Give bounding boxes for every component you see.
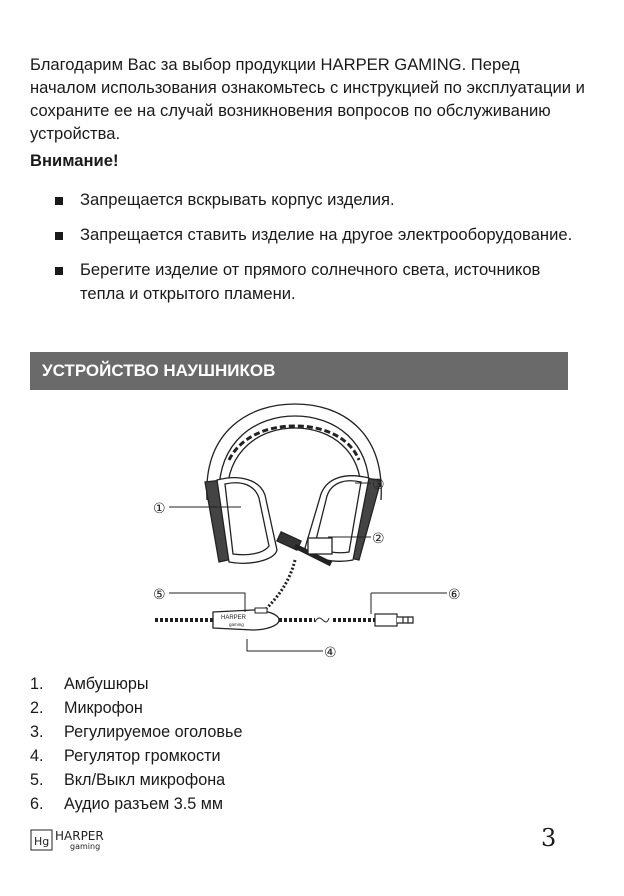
- square-bullet-icon: [55, 267, 63, 275]
- callout-2: ②: [372, 531, 385, 547]
- logo-brand: HARPER: [55, 829, 104, 843]
- part-number: 1.: [30, 675, 44, 693]
- remote-sub-label: gaming: [229, 622, 244, 627]
- part-number: 3.: [30, 723, 44, 741]
- warning-item-text: Запрещается ставить изделие на другое электрооборудование.: [80, 225, 573, 244]
- callout-6: ⑥: [448, 587, 461, 603]
- parts-list-item: [30, 672, 242, 696]
- part-number: 4.: [30, 747, 44, 765]
- callout-4: ④: [324, 645, 337, 661]
- parts-list-item: [30, 792, 242, 816]
- warning-item-text: Запрещается вскрывать корпус изделия.: [80, 190, 395, 209]
- parts-list-item: [30, 768, 242, 792]
- headset-diagram: [145, 400, 475, 665]
- section-header: УСТРОЙСТВО НАУШНИКОВ: [30, 352, 568, 390]
- part-label: Амбушюры: [64, 675, 149, 693]
- square-bullet-icon: [55, 232, 63, 240]
- remote-brand-label: HARPER: [221, 615, 247, 621]
- part-number: 5.: [30, 771, 44, 789]
- warning-item: [55, 223, 585, 247]
- square-bullet-icon: [55, 197, 63, 205]
- warning-item: [55, 258, 585, 306]
- logo-sub: gaming: [70, 842, 101, 851]
- audio-plug-illustration: [375, 614, 413, 626]
- inline-remote-illustration: [213, 608, 279, 630]
- intro-paragraph: Благодарим Вас за выбор продукции HARPER GAMING. Перед началом использования ознакомьтесь с инструкцией по эксплуатации и сохраните ее на случай возникновения вопросов по обслуживанию устройства.: [30, 55, 585, 143]
- part-number: 2.: [30, 699, 44, 717]
- callout-1: ①: [153, 501, 166, 517]
- part-label: Регулятор громкости: [64, 747, 221, 765]
- warning-list: [55, 188, 585, 317]
- warning-item: [55, 188, 585, 212]
- parts-list-item: [30, 720, 242, 744]
- left-earcup-illustration: [205, 478, 277, 564]
- part-label: Микрофон: [64, 699, 143, 717]
- harper-gaming-logo: [30, 827, 130, 853]
- parts-list-item: [30, 744, 242, 768]
- logo-mark: Hg: [34, 835, 50, 848]
- warning-item-text: Берегите изделие от прямого солнечного света, источников тепла и открытого пламени.: [80, 260, 541, 303]
- part-label: Аудио разъем 3.5 мм: [64, 795, 224, 813]
- callout-5: ⑤: [153, 587, 166, 603]
- part-label: Вкл/Выкл микрофона: [64, 771, 226, 789]
- parts-list-item: [30, 696, 242, 720]
- part-number: 6.: [30, 795, 44, 813]
- parts-list: [30, 672, 242, 816]
- part-label: Регулируемое оголовье: [64, 723, 243, 741]
- callout-3: ③: [372, 477, 385, 493]
- page-number: 3: [541, 824, 557, 852]
- warning-title: Внимание!: [30, 151, 119, 170]
